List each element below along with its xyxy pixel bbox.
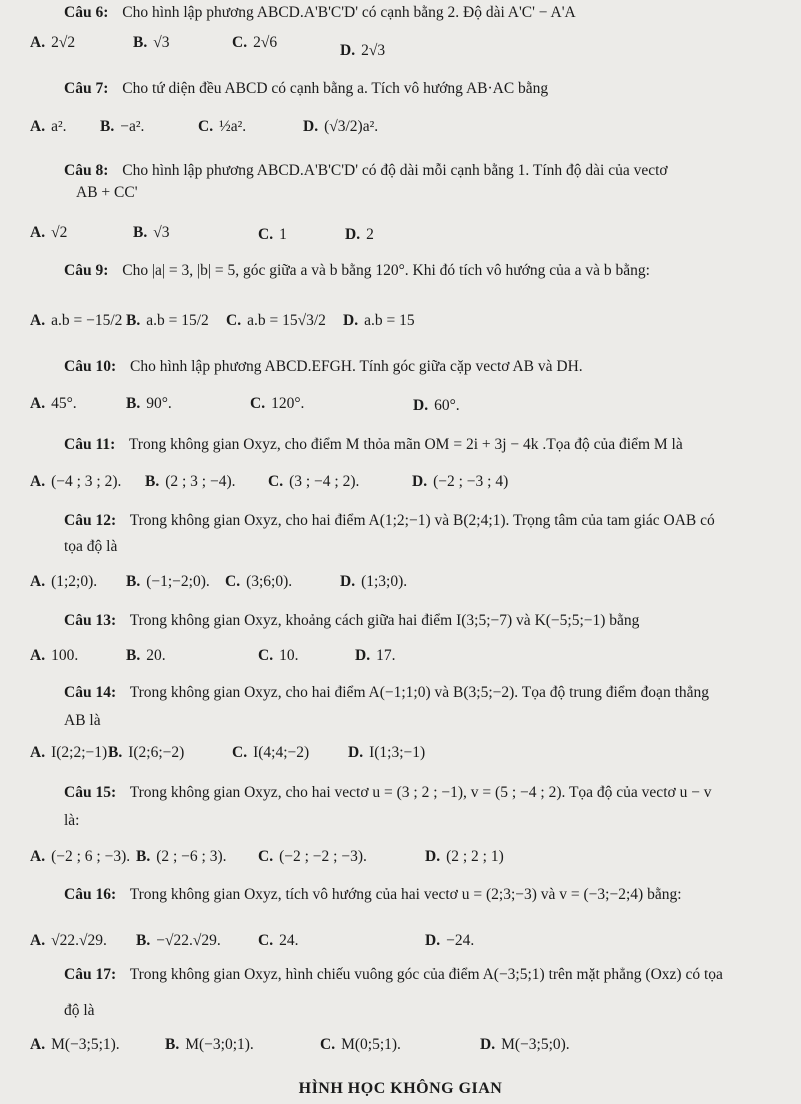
question-6 xyxy=(64,4,576,22)
question-17 xyxy=(64,966,723,984)
option-c: C. 120°. xyxy=(250,395,305,412)
question-14-cont: AB là xyxy=(64,712,101,729)
option-b: B. a.b = 15/2 xyxy=(126,312,209,329)
question-number: Câu 11: xyxy=(64,436,116,453)
question-text: Trong không gian Oxyz, hình chiếu vuông góc của điểm A(−3;5;1) trên mặt phẳng (Oxz) có tọa xyxy=(129,966,723,983)
option-b: B. −√22.√29. xyxy=(136,932,221,949)
option-a: A. I(2;2;−1) xyxy=(30,744,108,761)
option-d: D. (−2 ; −3 ; 4) xyxy=(412,473,509,490)
option-c: C. I(4;4;−2) xyxy=(232,744,310,761)
question-number: Câu 15: xyxy=(64,784,117,801)
option-d: D. 60°. xyxy=(413,397,460,414)
option-b: B. (−1;−2;0). xyxy=(126,573,210,590)
option-d: D. I(1;3;−1) xyxy=(348,744,426,761)
question-text: Cho |a| = 3, |b| = 5, góc giữa a và b bằng 120°. Khi đó tích vô hướng của a và b bằng: xyxy=(122,262,650,279)
question-number: Câu 12: xyxy=(64,512,117,529)
question-number: Câu 13: xyxy=(64,612,117,629)
option-b: B. 90°. xyxy=(126,395,172,412)
option-d: D. M(−3;5;0). xyxy=(480,1036,570,1053)
option-d: D. 2√3 xyxy=(340,42,386,59)
option-c: C. 10. xyxy=(258,647,299,664)
option-c: C. ½a². xyxy=(198,118,247,135)
option-a: A. (−2 ; 6 ; −3). xyxy=(30,848,131,865)
question-9 xyxy=(64,262,650,280)
question-number: Câu 8: xyxy=(64,162,109,179)
option-a: A. a.b = −15/2 xyxy=(30,312,123,329)
question-12-cont: tọa độ là xyxy=(64,538,118,555)
question-text: Trong không gian Oxyz, cho hai điểm A(1;2;−1) và B(2;4;1). Trọng tâm của tam giác OAB có xyxy=(129,512,715,529)
option-b: B. 20. xyxy=(126,647,166,664)
option-a: A. √2 xyxy=(30,224,68,241)
option-c: C. (3 ; −4 ; 2). xyxy=(268,473,360,490)
option-b: B. M(−3;0;1). xyxy=(165,1036,254,1053)
question-16 xyxy=(64,886,682,904)
question-10 xyxy=(64,358,583,376)
option-c: C. 24. xyxy=(258,932,299,949)
option-a: A. M(−3;5;1). xyxy=(30,1036,120,1053)
question-number: Câu 6: xyxy=(64,4,109,21)
option-a: A. 100. xyxy=(30,647,79,664)
question-text: Trong không gian Oxyz, cho hai điểm A(−1;1;0) và B(3;5;−2). Tọa độ trung điểm đoạn thẳng xyxy=(129,684,710,701)
question-15-cont: là: xyxy=(64,812,80,829)
option-c: C. (3;6;0). xyxy=(225,573,293,590)
question-text: Trong không gian Oxyz, cho hai vectơ u = (3 ; 2 ; −1), v = (5 ; −4 ; 2). Tọa độ của vectơ u − v xyxy=(129,784,712,801)
option-a: A. 45°. xyxy=(30,395,77,412)
question-number: Câu 10: xyxy=(64,358,117,375)
option-c: C. 1 xyxy=(258,226,287,243)
option-a: A. (1;2;0). xyxy=(30,573,98,590)
question-text: Cho hình lập phương ABCD.A'B'C'D' có độ dài mỗi cạnh bằng 1. Tính độ dài của vectơ xyxy=(122,162,668,179)
question-11 xyxy=(64,436,683,454)
option-a: A. 2√2 xyxy=(30,34,76,51)
question-number: Câu 7: xyxy=(64,80,109,97)
option-d: D. a.b = 15 xyxy=(343,312,415,329)
option-c: C. (−2 ; −2 ; −3). xyxy=(258,848,367,865)
question-number: Câu 14: xyxy=(64,684,117,701)
question-8 xyxy=(64,162,668,180)
option-d: D. 17. xyxy=(355,647,396,664)
question-8-vector: AB + CC' xyxy=(76,184,138,201)
option-b: B. (2 ; 3 ; −4). xyxy=(145,473,236,490)
question-14 xyxy=(64,684,709,702)
option-d: D. 2 xyxy=(345,226,374,243)
option-d: D. (2 ; 2 ; 1) xyxy=(425,848,504,865)
section-heading: HÌNH HỌC KHÔNG GIAN xyxy=(298,1080,503,1097)
option-b: B. (2 ; −6 ; 3). xyxy=(136,848,227,865)
option-d: D. −24. xyxy=(425,932,475,949)
question-number: Câu 17: xyxy=(64,966,117,983)
option-d: D. (√3/2)a². xyxy=(303,118,379,135)
question-13 xyxy=(64,612,639,630)
option-c: C. 2√6 xyxy=(232,34,278,51)
question-text: Trong không gian Oxyz, tích vô hướng của hai vectơ u = (2;3;−3) và v = (−3;−2;4) bằng: xyxy=(129,886,682,903)
question-number: Câu 9: xyxy=(64,262,109,279)
option-a: A. (−4 ; 3 ; 2). xyxy=(30,473,122,490)
question-number: Câu 16: xyxy=(64,886,117,903)
question-text: Trong không gian Oxyz, cho điểm M thỏa mãn OM = 2i + 3j − 4k .Tọa độ của điểm M là xyxy=(128,436,683,453)
option-b: B. √3 xyxy=(133,34,170,51)
option-b: B. √3 xyxy=(133,224,170,241)
question-12 xyxy=(64,512,715,530)
option-a: A. a². xyxy=(30,118,67,135)
option-d: D. (1;3;0). xyxy=(340,573,408,590)
option-c: C. a.b = 15√3/2 xyxy=(226,312,326,329)
question-7 xyxy=(64,80,548,98)
option-c: C. M(0;5;1). xyxy=(320,1036,401,1053)
option-a: A. √22.√29. xyxy=(30,932,107,949)
question-text: Cho hình lập phương ABCD.A'B'C'D' có cạnh bằng 2. Độ dài A'C' − A'A xyxy=(122,4,576,21)
question-text: Cho hình lập phương ABCD.EFGH. Tính góc giữa cặp vectơ AB và DH. xyxy=(129,358,583,375)
question-15 xyxy=(64,784,712,802)
option-b: B. I(2;6;−2) xyxy=(108,744,185,761)
option-b: B. −a². xyxy=(100,118,145,135)
question-17-cont: độ là xyxy=(64,1002,95,1019)
question-text: Trong không gian Oxyz, khoảng cách giữa hai điểm I(3;5;−7) và K(−5;5;−1) bằng xyxy=(129,612,640,629)
question-text: Cho tứ diện đều ABCD có cạnh bằng a. Tích vô hướng AB·AC bằng xyxy=(122,80,549,97)
